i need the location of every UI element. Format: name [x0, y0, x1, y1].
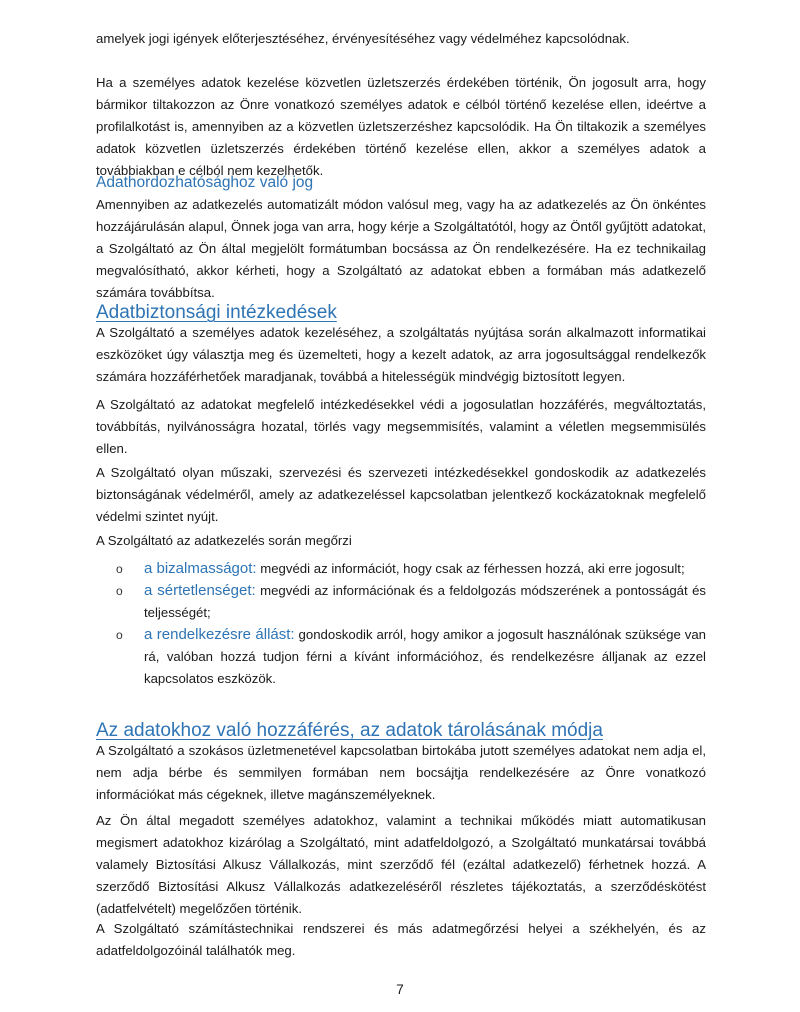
description-integrity: megvédi az információnak és a feldolgozás módszerének a pontosságát és teljességét; [144, 583, 706, 620]
paragraph-data-portability: Amennyiben az adatkezelés automatizált módon valósul meg, vagy ha az adatkezelés az Ön önkéntes hozzájárulásán alapul, Önnek joga van arra, hogy kérje a Szolgáltatótól, hogy az Öntől gyűjtött adatokat, a Szolgáltató az Ön által megjelölt formátumban bocsássa az Ön rendelkezésére. Ha ez technikailag megvalósítható, akkor kérheti, hogy a Szolgáltató az adatokat ebben a formában más adatkezelő számára továbbítsa. [96, 197, 706, 300]
paragraph-access-3: A Szolgáltató számítástechnikai rendszerei és más adatmegőrzési helyei a székhelyén, és az adatfeldolgozóinál találhatók meg. [96, 921, 706, 958]
paragraph-security-3: A Szolgáltató olyan műszaki, szervezési és szervezeti intézkedésekkel gondoskodik az adatkezelés biztonságának védelméről, amely az adatkezeléssel kapcsolatban jelentkező kockázatoknak megfelelő védelmi szintet nyújt. [96, 465, 706, 524]
paragraph-continuation: amelyek jogi igények előterjesztéséhez, érvényesítéséhez vagy védelméhez kapcsolódnak. [96, 31, 630, 46]
bullet-circle-icon: o [116, 562, 123, 576]
paragraph-security-1: A Szolgáltató a személyes adatok kezeléséhez, a szolgáltatás nyújtása során alkalmazott informatikai eszközöket úgy választja meg és üzemelteti, hogy a kezelt adatok, az arra jogosultsággal rendelkezők számára hozzáférhetőek maradjanak, továbbá a hitelességük mindvégig biztosított legyen. [96, 325, 706, 384]
bullet-circle-icon: o [116, 584, 123, 598]
description-availability: gondoskodik arról, hogy amikor a jogosult használónak szüksége van rá, valóban hozzá tudjon férni a kívánt információhoz, és rendelkezésre álljanak az ezzel kapcsolatos eszközök. [144, 627, 706, 686]
paragraph-security-2: A Szolgáltató az adatokat megfelelő intézkedésekkel védi a jogosulatlan hozzáférés, megváltoztatás, továbbítás, nyilvánosságra hozatal, törlés vagy megsemmisítés, valamint a véletlen megsemmisülés ellen. [96, 397, 706, 456]
term-integrity: a sértetlenséget: [144, 582, 256, 599]
list-item-confidentiality [116, 558, 706, 580]
paragraph-access-1: A Szolgáltató a szokásos üzletmenetével kapcsolatban birtokába jutott személyes adatokat nem adja el, nem adja bérbe és semmilyen formában nem bocsájtja rendelkezésére az Önre vonatkozó információkat más cégeknek, illetve magánszemélyeknek. [96, 743, 706, 802]
bullet-circle-icon: o [116, 628, 123, 642]
list-item-availability [116, 624, 706, 690]
heading-data-security: Adatbiztonsági intézkedések [96, 302, 337, 323]
heading-data-portability: Adathordozhatósághoz való jog [96, 174, 314, 191]
paragraph-security-4: A Szolgáltató az adatkezelés során megőrzi [96, 533, 352, 548]
page-number: 7 [396, 982, 404, 997]
description-confidentiality: megvédi az információt, hogy csak az férhessen hozzá, aki erre jogosult; [256, 561, 685, 576]
paragraph-access-2: Az Ön által megadott személyes adatokhoz, valamint a technikai működés miatt automatikusan megismert adatokhoz kizárólag a Szolgáltató, mint adatfeldolgozó, a Szolgáltató munkatársai továbbá valamely Biztosítási Alkusz Vállalkozás, mint szerződő fél (ezáltal adatkezelő) férhetnek hozzá. A szerződő Biztosítási Alkusz Vállalkozás adatkezeléséről részletes tájékoztatás, a szerződéskötést (adatfelvételt) megelőzően történik. [96, 813, 706, 916]
security-properties-list [116, 558, 706, 690]
term-confidentiality: a bizalmasságot: [144, 560, 257, 577]
term-availability: a rendelkezésre állást: [144, 626, 295, 643]
paragraph-direct-marketing: Ha a személyes adatok kezelése közvetlen üzletszerzés érdekében történik, Ön jogosult arra, hogy bármikor tiltakozzon az Önre vonatkozó személyes adatok e célból történő kezelése ellen, ideértve a profilalkotást is, amennyiben az a közvetlen üzletszerzéshez kapcsolódik. Ha Ön tiltakozik a személyes adatok közvetlen üzletszerzés érdekében történő kezelése ellen, akkor a személyes adatok a továbbiakban e célból nem kezelhetők. [96, 75, 706, 178]
heading-data-access-storage: Az adatokhoz való hozzáférés, az adatok tárolásának módja [96, 720, 603, 741]
list-item-integrity [116, 580, 706, 624]
